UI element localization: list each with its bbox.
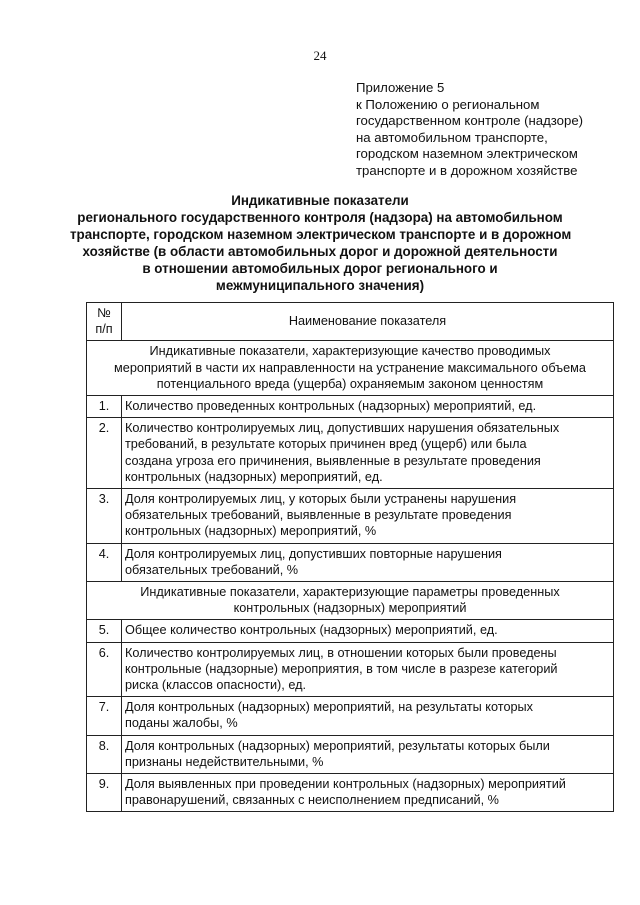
row-number: 7. — [87, 697, 122, 735]
table-row — [87, 418, 614, 489]
table-row — [87, 697, 614, 735]
section-header-line: Индикативные показатели, характеризующие качество проводимых — [149, 344, 551, 359]
table-row — [87, 489, 614, 544]
table-row — [87, 543, 614, 581]
table-row — [87, 642, 614, 697]
indicator-name-line: Количество контролируемых лиц, допустивших нарушения обязательных — [125, 421, 560, 436]
indicator-name-line: Доля контролируемых лиц, допустивших повторные нарушения — [125, 546, 502, 561]
section-header-line: потенциального вреда (ущерба) охраняемым законом ценностям — [156, 376, 544, 391]
section-header-line: Индикативные показатели, характеризующие параметры проведенных — [140, 585, 560, 600]
indicator-name — [122, 620, 614, 642]
indicator-name — [122, 774, 614, 812]
appendix-line: к Положению о региональном — [356, 96, 540, 112]
indicator-name-line: риска (классов опасности), ед. — [125, 678, 307, 693]
section-header-line: контрольных (надзорных) мероприятий — [233, 601, 467, 616]
row-number: 4. — [87, 543, 122, 581]
title-line: хозяйстве (в области автомобильных дорог и дорожной деятельности — [82, 244, 558, 259]
indicator-name-line: контрольных (надзорных) мероприятий, % — [125, 524, 377, 539]
title-line: Индикативные показатели — [231, 193, 409, 208]
table-header-row — [87, 303, 614, 341]
number-header-line2: п/п — [95, 322, 113, 337]
indicator-name-line: Количество контролируемых лиц, в отношении которых были проведены — [125, 645, 557, 660]
indicators-table — [86, 302, 614, 812]
row-number: 1. — [87, 396, 122, 418]
indicator-name-line: Доля контрольных (надзорных) мероприятий, на результаты которых — [125, 700, 534, 715]
document-title — [70, 192, 570, 294]
number-header-line1: № — [97, 306, 111, 320]
indicator-name-line: создана угроза его причинения, выявленные в результате проведения — [125, 453, 541, 468]
indicator-name-line: Доля контролируемых лиц, у которых были устранены нарушения — [125, 492, 517, 507]
table-row — [87, 396, 614, 418]
table-row — [87, 735, 614, 773]
table-row — [87, 774, 614, 812]
section-header-line: мероприятий в части их направленности на устранение максимального объема — [114, 360, 586, 375]
title-line: транспорте, городском наземном электрическом транспорте и в дорожном — [70, 227, 572, 242]
title-line: межмуниципального значения) — [215, 278, 425, 293]
indicator-name-line: поданы жалобы, % — [125, 716, 238, 731]
indicator-name-line: Количество проведенных контрольных (надзорных) мероприятий, ед. — [125, 399, 537, 414]
number-column-header — [87, 303, 122, 341]
indicator-name — [122, 418, 614, 489]
appendix-line: Приложение 5 — [356, 80, 445, 95]
title-line: регионального государственного контроля (надзора) на автомобильном — [77, 210, 563, 225]
indicator-name-line: Доля контрольных (надзорных) мероприятий, результаты которых были — [125, 738, 550, 753]
table-row — [87, 620, 614, 642]
section-header-row — [87, 582, 614, 620]
indicator-name — [122, 697, 614, 735]
indicator-name-line: Общее количество контрольных (надзорных) мероприятий, ед. — [125, 623, 498, 638]
appendix-block — [356, 80, 626, 179]
row-number: 8. — [87, 735, 122, 773]
section-header-cell — [87, 341, 614, 396]
indicator-name-line: требований, в результате которых причинен вред (ущерб) или была — [125, 437, 527, 452]
title-line: в отношении автомобильных дорог регионального и — [142, 261, 498, 276]
indicator-name-line: признаны недействительными, % — [125, 754, 324, 769]
indicator-name-line: Доля выявленных при проведении контрольных (надзорных) мероприятий — [125, 777, 566, 792]
row-number: 5. — [87, 620, 122, 642]
row-number: 2. — [87, 418, 122, 489]
section-header-row — [87, 341, 614, 396]
indicator-name-line: правонарушений, связанных с неисполнением предписаний, % — [125, 793, 499, 808]
row-number: 6. — [87, 642, 122, 697]
appendix-line: государственном контроле (надзоре) — [356, 113, 584, 128]
indicator-name-line: обязательных требований, выявленные в результате проведения — [125, 508, 512, 523]
page-number: 24 — [313, 48, 327, 63]
row-number: 9. — [87, 774, 122, 812]
row-number: 3. — [87, 489, 122, 544]
indicator-name — [122, 543, 614, 581]
section-header-cell — [87, 582, 614, 620]
appendix-line: транспорте и в дорожном хозяйстве — [356, 162, 578, 178]
indicator-name-line: контрольные (надзорные) мероприятия, в том числе в разрезе категорий — [125, 661, 558, 676]
indicator-name — [122, 489, 614, 544]
indicator-name — [122, 642, 614, 697]
appendix-line: городском наземном электрическом — [356, 146, 578, 161]
indicator-name-line: обязательных требований, % — [125, 562, 299, 577]
indicator-name — [122, 735, 614, 773]
indicator-name-line: контрольных (надзорных) мероприятий, ед. — [125, 469, 383, 484]
indicator-name — [122, 396, 614, 418]
appendix-line: на автомобильном транспорте, — [356, 129, 548, 145]
name-column-header: Наименование показателя — [122, 303, 614, 341]
